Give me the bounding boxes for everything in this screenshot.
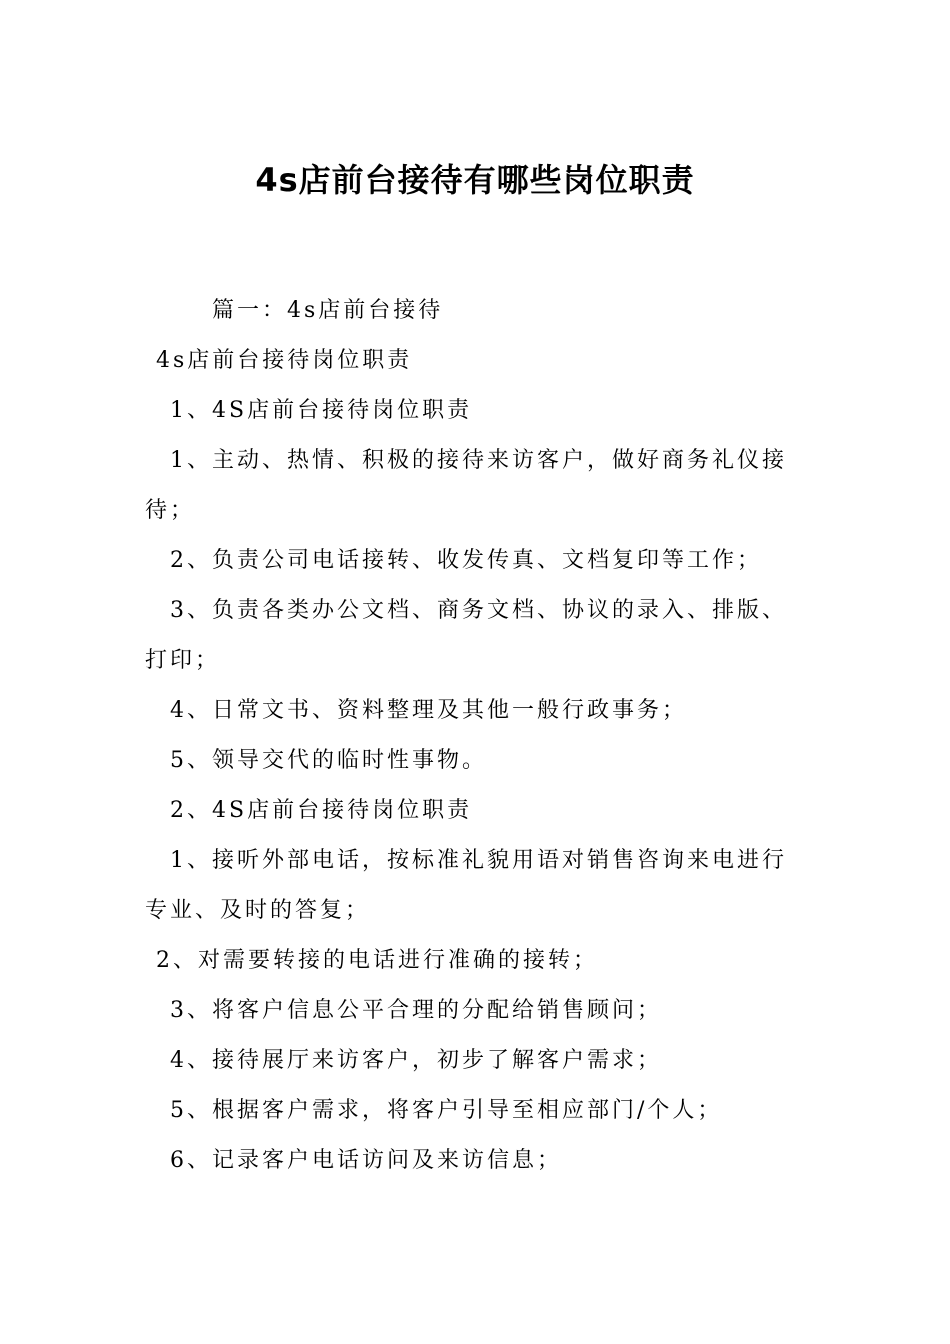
subsection-heading: 4s店前台接待岗位职责 <box>156 348 413 373</box>
section-heading: 篇一：4s店前台接待 <box>212 298 444 323</box>
paragraph-line: 2、负责公司电话接转、收发传真、文档复印等工作； <box>170 548 762 573</box>
paragraph-line: 3、将客户信息公平合理的分配给销售顾问； <box>170 998 662 1023</box>
paragraph-line: 5、根据客户需求，将客户引导至相应部门/个人； <box>170 1098 723 1123</box>
subsection-heading: 1、4S店前台接待岗位职责 <box>170 398 473 423</box>
document-title: 4s店前台接待有哪些岗位职责 <box>255 161 695 199</box>
paragraph-line: 5、领导交代的临时性事物。 <box>170 748 487 773</box>
paragraph-line: 打印； <box>145 648 221 673</box>
paragraph-line: 4、接待展厅来访客户，初步了解客户需求； <box>170 1048 662 1073</box>
subsection-heading: 2、4S店前台接待岗位职责 <box>170 798 473 823</box>
paragraph-line: 1、接听外部电话，按标准礼貌用语对销售咨询来电进行 <box>170 848 787 873</box>
paragraph-line: 待； <box>145 498 196 523</box>
paragraph-line: 专业、及时的答复； <box>145 898 371 923</box>
paragraph-line: 4、日常文书、资料整理及其他一般行政事务； <box>170 698 687 723</box>
paragraph-line: 2、对需要转接的电话进行准确的接转； <box>156 948 598 973</box>
paragraph-line: 6、记录客户电话访问及来访信息； <box>170 1148 562 1173</box>
paragraph-line: 1、主动、热情、积极的接待来访客户，做好商务礼仪接 <box>170 448 787 473</box>
paragraph-line: 3、负责各类办公文档、商务文档、协议的录入、排版、 <box>170 598 787 623</box>
